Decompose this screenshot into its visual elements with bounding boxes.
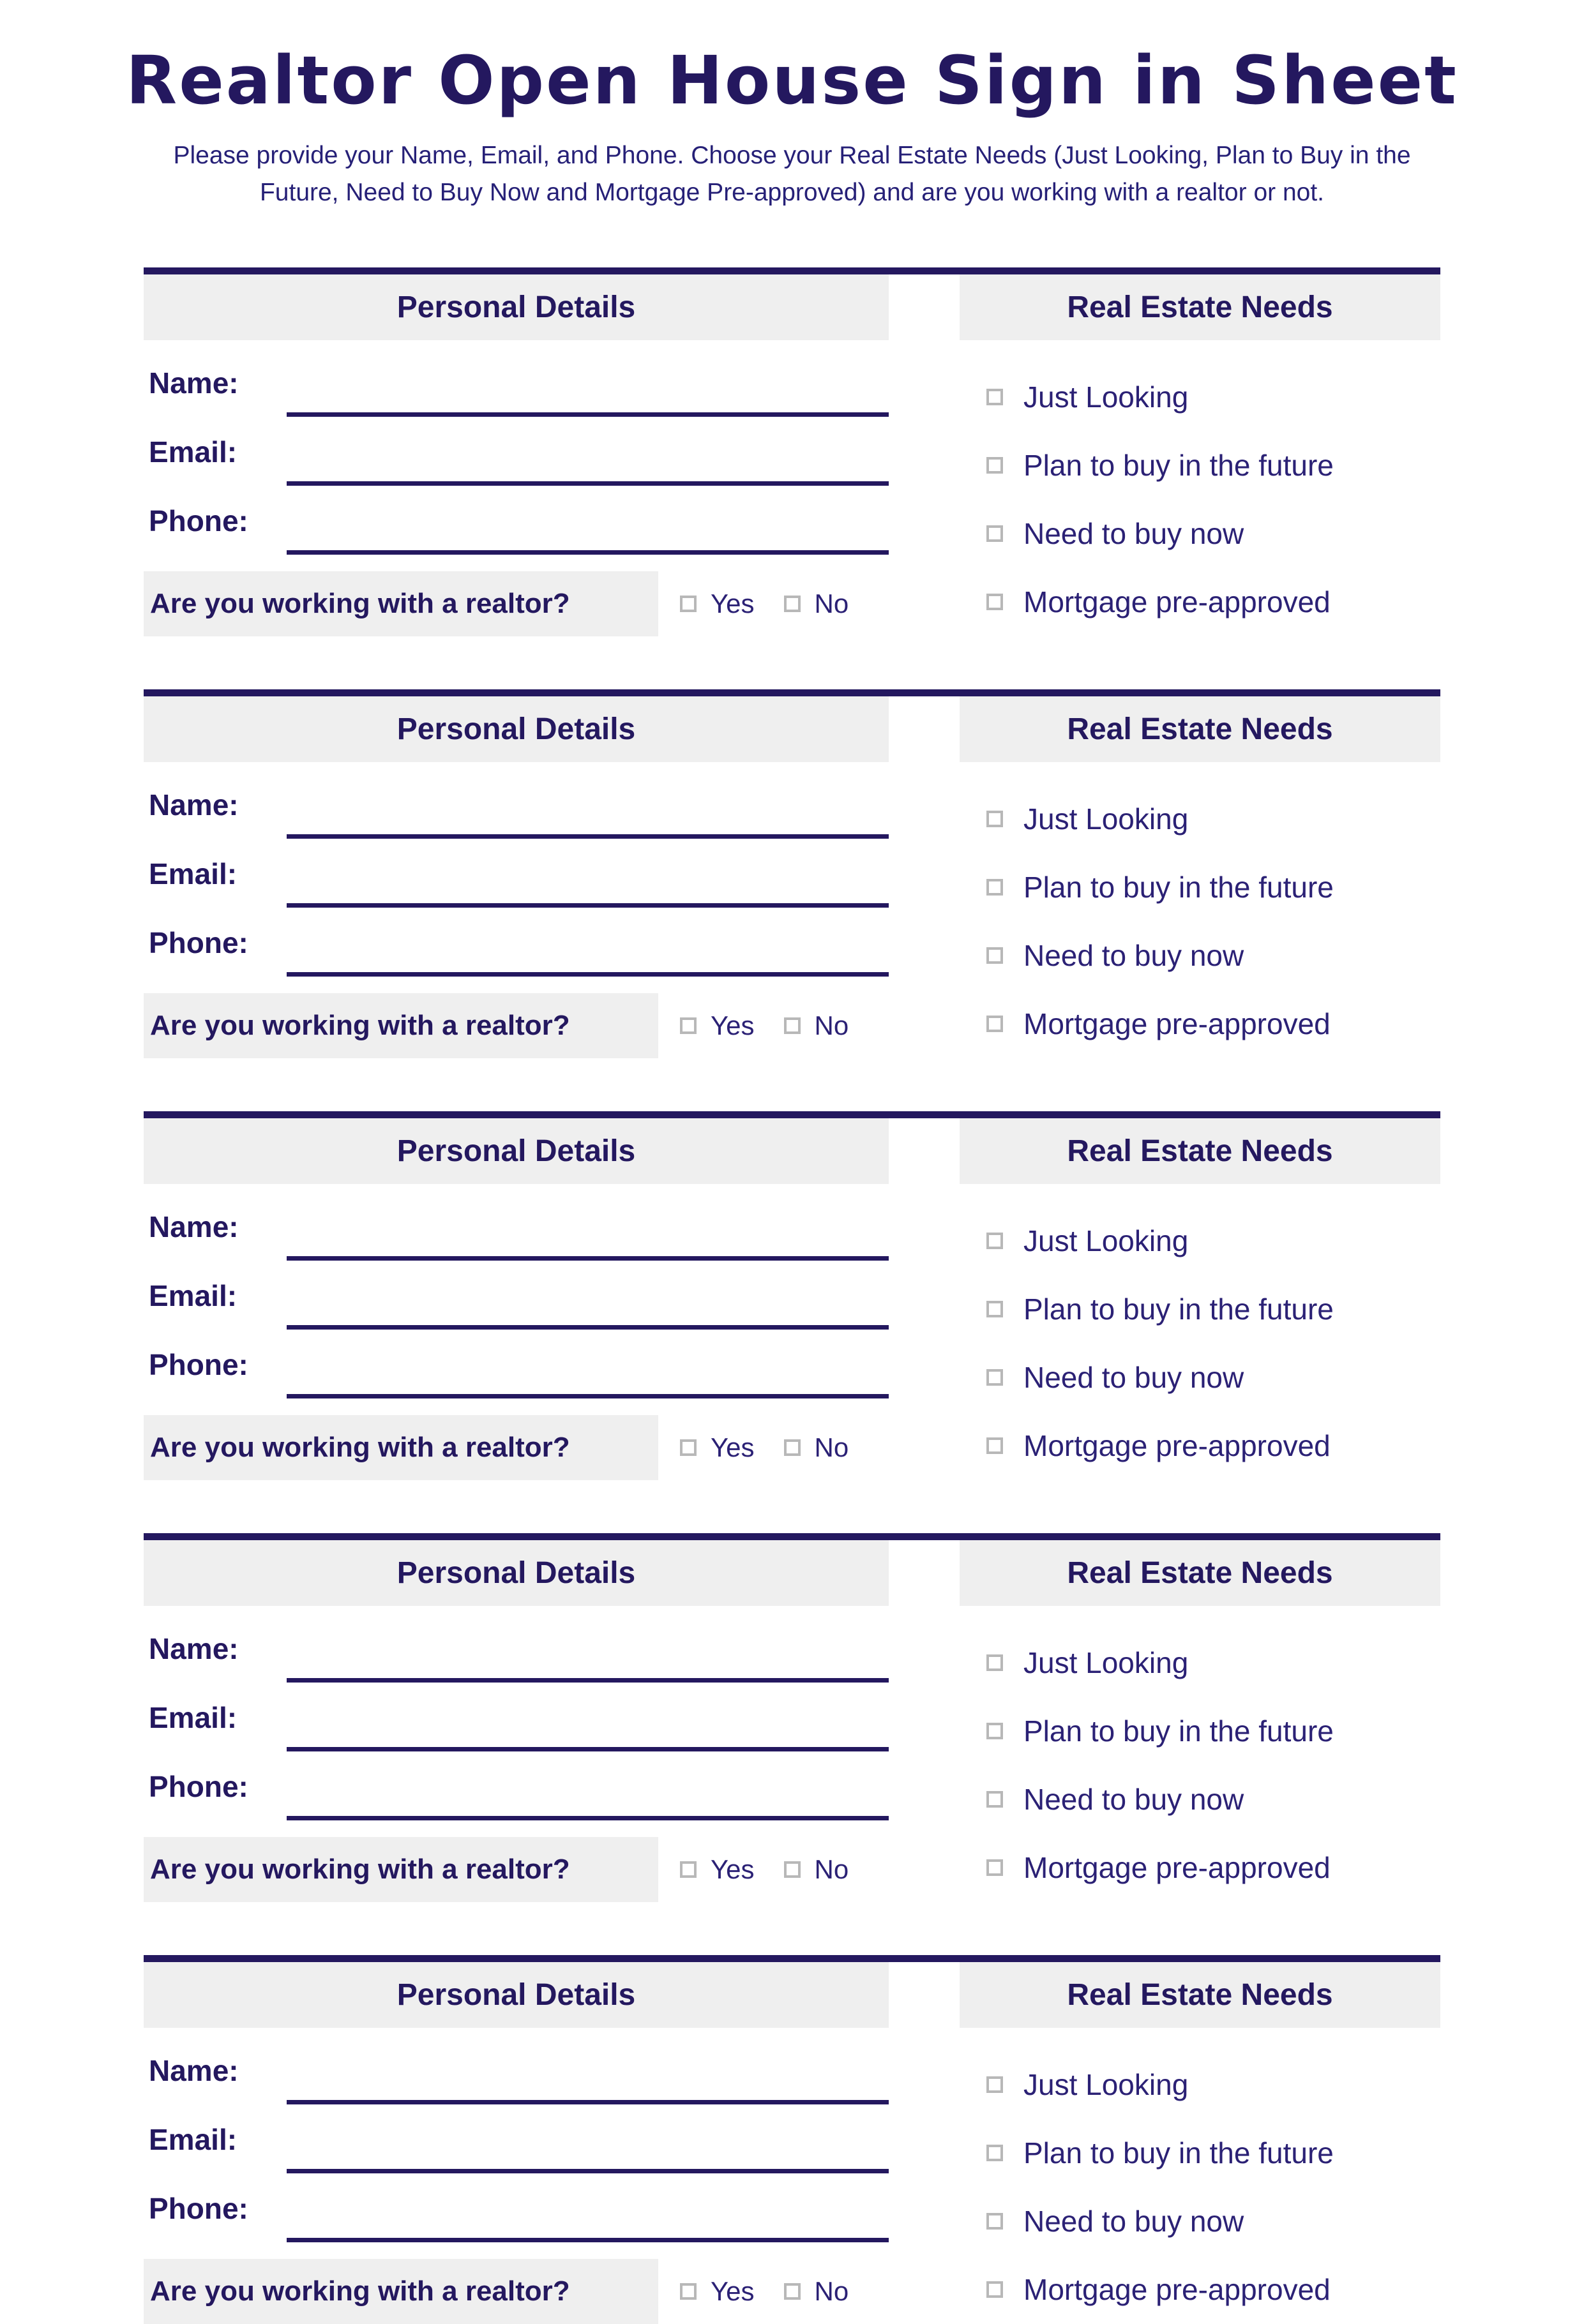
needs-option[interactable] <box>986 1275 1440 1344</box>
field-row-name <box>144 1201 889 1270</box>
realtor-option-no[interactable] <box>784 1432 849 1463</box>
entry-body <box>144 1118 1440 1480</box>
needs-option-list <box>960 762 1440 1058</box>
realtor-option-yes[interactable] <box>680 1854 755 1885</box>
real-estate-needs-header-label: Real Estate Needs <box>1067 290 1333 324</box>
field-group <box>144 1606 889 1829</box>
personal-details-header <box>144 696 889 762</box>
needs-option-label: Mortgage pre-approved <box>1023 1429 1331 1463</box>
field-group <box>144 762 889 986</box>
entries-container <box>0 267 1584 2324</box>
email-input[interactable] <box>287 1747 889 1751</box>
needs-option[interactable] <box>986 431 1440 500</box>
needs-option-label: Need to buy now <box>1023 1783 1244 1817</box>
entry-top-rule-left <box>144 267 889 274</box>
checkbox-icon[interactable] <box>680 1017 697 1034</box>
checkbox-icon[interactable] <box>986 1723 1003 1739</box>
needs-option-label: Plan to buy in the future <box>1023 449 1334 483</box>
needs-option[interactable] <box>986 1765 1440 1834</box>
realtor-options <box>680 1415 849 1480</box>
field-group <box>144 1184 889 1407</box>
needs-option-label: Mortgage pre-approved <box>1023 1851 1331 1885</box>
personal-details-column <box>144 1962 889 2324</box>
realtor-question-row <box>144 571 889 636</box>
realtor-option-label: No <box>814 2275 849 2306</box>
realtor-question-row <box>144 2259 889 2324</box>
name-label: Name: <box>149 1210 239 1243</box>
needs-option[interactable] <box>986 990 1440 1058</box>
realtor-question-row <box>144 993 889 1058</box>
field-row-email <box>144 1691 889 1760</box>
email-input[interactable] <box>287 903 889 908</box>
phone-label: Phone: <box>149 926 248 959</box>
entry-top-rule-left <box>144 1533 889 1540</box>
entry-top-rule <box>144 1955 1440 1962</box>
realtor-option-label: No <box>814 1854 849 1884</box>
phone-label: Phone: <box>149 1769 248 1803</box>
checkbox-icon[interactable] <box>986 2145 1003 2161</box>
needs-option-label: Plan to buy in the future <box>1023 871 1334 904</box>
entry-top-rule-left <box>144 689 889 696</box>
entry-top-rule <box>144 689 1440 696</box>
needs-option[interactable] <box>986 2187 1440 2256</box>
checkbox-icon[interactable] <box>986 525 1003 542</box>
real-estate-needs-column <box>960 274 1440 636</box>
needs-option-label: Plan to buy in the future <box>1023 1714 1334 1748</box>
checkbox-icon[interactable] <box>986 879 1003 896</box>
realtor-question-label: Are you working with a realtor? <box>150 587 570 619</box>
phone-label: Phone: <box>149 1347 248 1381</box>
email-label: Email: <box>149 435 238 469</box>
checkbox-icon[interactable] <box>986 594 1003 610</box>
needs-option[interactable] <box>986 922 1440 990</box>
realtor-option-yes[interactable] <box>680 1010 755 1041</box>
field-row-name <box>144 357 889 426</box>
real-estate-needs-header-label: Real Estate Needs <box>1067 712 1333 746</box>
personal-details-header <box>144 1962 889 2028</box>
real-estate-needs-header <box>960 1962 1440 2028</box>
checkbox-icon[interactable] <box>986 2281 1003 2298</box>
realtor-options <box>680 1837 849 1902</box>
name-input[interactable] <box>287 2100 889 2104</box>
needs-option[interactable] <box>986 1697 1440 1765</box>
field-row-phone <box>144 2182 889 2251</box>
checkbox-icon[interactable] <box>986 2213 1003 2230</box>
realtor-option-label: Yes <box>711 1432 755 1462</box>
realtor-option-yes[interactable] <box>680 588 755 619</box>
name-input[interactable] <box>287 834 889 839</box>
field-row-phone <box>144 1338 889 1407</box>
document-header <box>0 0 1584 211</box>
field-row-email <box>144 426 889 495</box>
entry-top-rule-right <box>960 267 1440 274</box>
checkbox-icon[interactable] <box>680 2283 697 2300</box>
real-estate-needs-header <box>960 274 1440 340</box>
needs-option-label: Need to buy now <box>1023 517 1244 551</box>
field-row-email <box>144 2113 889 2182</box>
needs-option-label: Plan to buy in the future <box>1023 1293 1334 1326</box>
realtor-option-label: Yes <box>711 2275 755 2306</box>
checkbox-icon[interactable] <box>986 811 1003 827</box>
needs-option[interactable] <box>986 1344 1440 1412</box>
signin-entry <box>144 1111 1440 1480</box>
phone-input[interactable] <box>287 1816 889 1820</box>
realtor-option-label: No <box>814 1432 849 1462</box>
entry-top-rule-left <box>144 1955 889 1962</box>
needs-option[interactable] <box>986 568 1440 636</box>
checkbox-icon[interactable] <box>680 1861 697 1878</box>
realtor-option-no[interactable] <box>784 2276 849 2307</box>
personal-details-header-label: Personal Details <box>396 712 636 746</box>
real-estate-needs-header-label: Real Estate Needs <box>1067 1134 1333 1168</box>
phone-label: Phone: <box>149 2191 248 2225</box>
name-label: Name: <box>149 366 239 400</box>
page-subtitle: Please provide your Name, Email, and Phone. Choose your Real Estate Needs (Just Looking, Plan to Buy in the Future, Need to Buy Now and Mortgage Pre-approved) and are you working with a realtor or not. <box>173 142 1411 206</box>
checkbox-icon[interactable] <box>986 1654 1003 1671</box>
entry-top-rule-right <box>960 1111 1440 1118</box>
needs-option[interactable] <box>986 500 1440 568</box>
phone-label: Phone: <box>149 504 248 537</box>
needs-option-label: Just Looking <box>1023 1224 1189 1258</box>
email-label: Email: <box>149 1700 238 1734</box>
phone-input[interactable] <box>287 2238 889 2242</box>
needs-option[interactable] <box>986 1412 1440 1480</box>
field-row-phone <box>144 917 889 986</box>
field-row-name <box>144 779 889 848</box>
personal-details-header-label: Personal Details <box>396 1556 636 1590</box>
personal-details-header-label: Personal Details <box>396 1134 636 1168</box>
personal-details-header <box>144 1118 889 1184</box>
personal-details-header <box>144 1540 889 1606</box>
needs-option[interactable] <box>986 1629 1440 1697</box>
entry-top-rule-gap <box>889 689 960 696</box>
checkbox-icon[interactable] <box>986 2076 1003 2093</box>
real-estate-needs-header <box>960 696 1440 762</box>
needs-option-label: Just Looking <box>1023 1646 1189 1680</box>
field-row-phone <box>144 495 889 564</box>
realtor-options <box>680 571 849 636</box>
phone-input[interactable] <box>287 550 889 555</box>
realtor-option-yes[interactable] <box>680 1432 755 1463</box>
signin-entry <box>144 1533 1440 1902</box>
signin-entry <box>144 1955 1440 2324</box>
phone-input[interactable] <box>287 972 889 977</box>
checkbox-icon[interactable] <box>784 596 801 612</box>
needs-option-label: Just Looking <box>1023 2068 1189 2102</box>
entry-body <box>144 1962 1440 2324</box>
checkbox-icon[interactable] <box>680 596 697 612</box>
realtor-question-label: Are you working with a realtor? <box>150 2275 570 2307</box>
entry-top-rule-gap <box>889 1111 960 1118</box>
needs-option[interactable] <box>986 1834 1440 1902</box>
name-label: Name: <box>149 788 239 821</box>
needs-option-list <box>960 1184 1440 1480</box>
email-input[interactable] <box>287 481 889 486</box>
needs-option-label: Just Looking <box>1023 802 1189 836</box>
needs-option[interactable] <box>986 1207 1440 1275</box>
realtor-question-row <box>144 1415 889 1480</box>
name-input[interactable] <box>287 412 889 417</box>
needs-option-list <box>960 2028 1440 2324</box>
field-row-email <box>144 1270 889 1338</box>
realtor-option-label: Yes <box>711 1854 755 1884</box>
needs-option-label: Plan to buy in the future <box>1023 2136 1334 2170</box>
needs-option[interactable] <box>986 785 1440 853</box>
realtor-option-label: Yes <box>711 588 755 618</box>
needs-option-label: Mortgage pre-approved <box>1023 2273 1331 2307</box>
signin-entry <box>144 267 1440 636</box>
needs-option[interactable] <box>986 363 1440 431</box>
name-input[interactable] <box>287 1678 889 1683</box>
checkbox-icon[interactable] <box>784 1017 801 1034</box>
checkbox-icon[interactable] <box>986 1369 1003 1386</box>
needs-option-list <box>960 340 1440 636</box>
signin-entry <box>144 689 1440 1058</box>
realtor-options <box>680 993 849 1058</box>
field-row-name <box>144 1623 889 1691</box>
name-label: Name: <box>149 2053 239 2087</box>
entry-top-rule-right <box>960 1533 1440 1540</box>
email-label: Email: <box>149 857 238 890</box>
checkbox-icon[interactable] <box>986 1233 1003 1249</box>
realtor-option-yes[interactable] <box>680 2276 755 2307</box>
entry-top-rule <box>144 1533 1440 1540</box>
email-label: Email: <box>149 2122 238 2156</box>
personal-details-column <box>144 1118 889 1480</box>
page-title: Realtor Open House Sign in Sheet <box>126 41 1458 119</box>
email-input[interactable] <box>287 2169 889 2173</box>
entry-top-rule-left <box>144 1111 889 1118</box>
realtor-option-no[interactable] <box>784 1010 849 1041</box>
needs-option[interactable] <box>986 2256 1440 2324</box>
realtor-question-label: Are you working with a realtor? <box>150 1009 570 1041</box>
personal-details-header-label: Personal Details <box>396 1977 636 2012</box>
checkbox-icon[interactable] <box>784 2283 801 2300</box>
realtor-option-label: Yes <box>711 1010 755 1040</box>
name-input[interactable] <box>287 1256 889 1261</box>
field-row-email <box>144 848 889 917</box>
real-estate-needs-column <box>960 1962 1440 2324</box>
needs-option-label: Mortgage pre-approved <box>1023 1007 1331 1041</box>
field-row-phone <box>144 1760 889 1829</box>
needs-option[interactable] <box>986 2051 1440 2119</box>
needs-option-label: Just Looking <box>1023 380 1189 414</box>
personal-details-column <box>144 1540 889 1902</box>
checkbox-icon[interactable] <box>680 1439 697 1456</box>
needs-option-label: Need to buy now <box>1023 2205 1244 2238</box>
checkbox-icon[interactable] <box>986 1301 1003 1317</box>
checkbox-icon[interactable] <box>986 1437 1003 1454</box>
entry-top-rule <box>144 1111 1440 1118</box>
checkbox-icon[interactable] <box>986 1791 1003 1808</box>
phone-input[interactable] <box>287 1394 889 1398</box>
personal-details-column <box>144 274 889 636</box>
checkbox-icon[interactable] <box>986 389 1003 405</box>
realtor-option-label: No <box>814 588 849 618</box>
entry-top-rule-gap <box>889 267 960 274</box>
checkbox-icon[interactable] <box>986 1859 1003 1876</box>
checkbox-icon[interactable] <box>986 947 1003 964</box>
entry-top-rule <box>144 267 1440 274</box>
field-group <box>144 340 889 564</box>
needs-option-label: Need to buy now <box>1023 1361 1244 1395</box>
personal-details-column <box>144 696 889 1058</box>
entry-top-rule-right <box>960 1955 1440 1962</box>
needs-option-label: Need to buy now <box>1023 939 1244 973</box>
field-group <box>144 2028 889 2251</box>
needs-option[interactable] <box>986 2119 1440 2187</box>
real-estate-needs-header <box>960 1118 1440 1184</box>
realtor-options <box>680 2259 849 2324</box>
real-estate-needs-column <box>960 696 1440 1058</box>
real-estate-needs-column <box>960 1118 1440 1480</box>
email-label: Email: <box>149 1278 238 1312</box>
entry-top-rule-right <box>960 689 1440 696</box>
entry-body <box>144 1540 1440 1902</box>
needs-option-label: Mortgage pre-approved <box>1023 585 1331 619</box>
realtor-question-row <box>144 1837 889 1902</box>
name-label: Name: <box>149 1631 239 1665</box>
checkbox-icon[interactable] <box>784 1861 801 1878</box>
realtor-option-label: No <box>814 1010 849 1040</box>
realtor-option-no[interactable] <box>784 588 849 619</box>
personal-details-header-label: Personal Details <box>396 290 636 324</box>
real-estate-needs-header-label: Real Estate Needs <box>1067 1977 1333 2012</box>
entry-top-rule-gap <box>889 1955 960 1962</box>
realtor-question-label: Are you working with a realtor? <box>150 1853 570 1885</box>
needs-option[interactable] <box>986 853 1440 922</box>
checkbox-icon[interactable] <box>986 1016 1003 1032</box>
checkbox-icon[interactable] <box>784 1439 801 1456</box>
realtor-question-label: Are you working with a realtor? <box>150 1431 570 1463</box>
entry-body <box>144 274 1440 636</box>
field-row-name <box>144 2044 889 2113</box>
email-input[interactable] <box>287 1325 889 1330</box>
real-estate-needs-header-label: Real Estate Needs <box>1067 1556 1333 1590</box>
personal-details-header <box>144 274 889 340</box>
real-estate-needs-column <box>960 1540 1440 1902</box>
entry-top-rule-gap <box>889 1533 960 1540</box>
real-estate-needs-header <box>960 1540 1440 1606</box>
entry-body <box>144 696 1440 1058</box>
checkbox-icon[interactable] <box>986 457 1003 474</box>
needs-option-list <box>960 1606 1440 1902</box>
realtor-option-no[interactable] <box>784 1854 849 1885</box>
